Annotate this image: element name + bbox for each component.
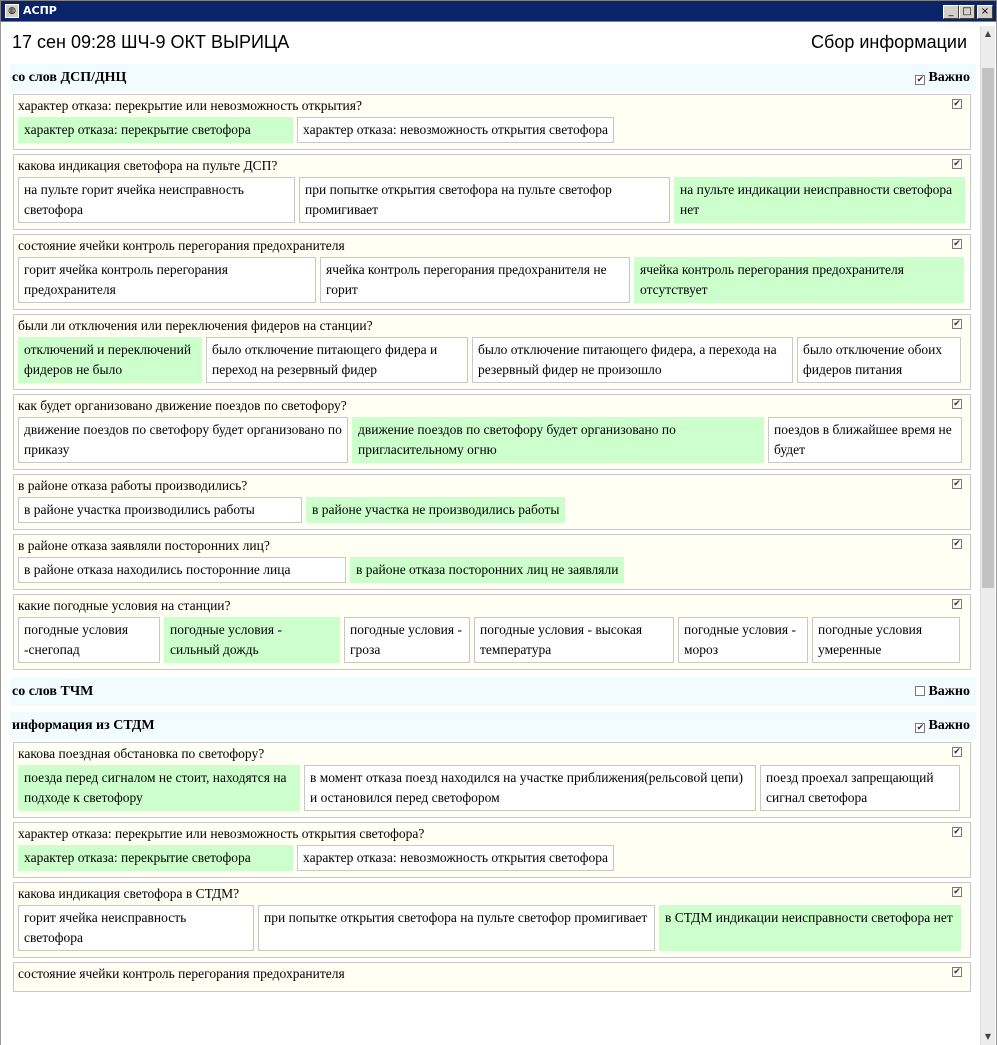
question-block: [13, 474, 971, 530]
question-checkbox[interactable]: ✔: [953, 399, 961, 409]
scroll-down-icon[interactable]: ▼: [984, 1032, 992, 1041]
answer-option[interactable]: отключений и переключений фидеров не было: [18, 337, 202, 383]
answer-option[interactable]: в районе участка производились работы: [18, 497, 302, 523]
important-toggle[interactable]: [915, 718, 970, 734]
answer-options: [18, 177, 966, 223]
question-block: [13, 962, 971, 992]
important-label: Важно: [928, 718, 970, 733]
answer-option[interactable]: в момент отказа поезд находился на участке приближения(рельсовой цепи) и остановился перед светофором: [304, 765, 756, 811]
answer-option[interactable]: было отключение питающего фидера, а перехода на резервный фидер не произошло: [472, 337, 793, 383]
answer-option[interactable]: движение поездов по светофору будет организовано по приказу: [18, 417, 348, 463]
form-content: [10, 64, 976, 1045]
question-checkbox[interactable]: ✔: [953, 479, 961, 489]
answer-option[interactable]: поездов в ближайшее время не будет: [768, 417, 962, 463]
question-label: как будет организовано движение поездов по светофору?: [18, 398, 347, 413]
answer-option[interactable]: погодные условия умеренные: [812, 617, 960, 663]
answer-option[interactable]: поезд проехал запрещающий сигнал светофора: [760, 765, 960, 811]
question-label: какова поездная обстановка по светофору?: [18, 746, 265, 761]
important-toggle[interactable]: [915, 70, 970, 86]
important-label: Важно: [928, 684, 970, 699]
answer-option[interactable]: при попытке открытия светофора на пульте светофор промигивает: [299, 177, 670, 223]
question-block: [13, 534, 971, 590]
answer-options: [18, 337, 966, 383]
important-toggle[interactable]: [915, 684, 970, 700]
answer-option[interactable]: характер отказа: перекрытие светофора: [18, 117, 293, 143]
answer-options: [18, 117, 966, 143]
question-label: какова индикация светофора в СТДМ?: [18, 886, 240, 901]
scroll-thumb[interactable]: [982, 68, 994, 588]
answer-option[interactable]: было отключение питающего фидера и переход на резервный фидер: [206, 337, 468, 383]
vertical-scrollbar[interactable]: [980, 26, 995, 1045]
scroll-up-icon[interactable]: ▲: [984, 29, 992, 38]
header-status: 17 сен 09:28 ШЧ-9 ОКТ ВЫРИЦА: [12, 32, 290, 52]
answer-option[interactable]: поезда перед сигналом не стоит, находятся на подходе к светофору: [18, 765, 300, 811]
minimize-button[interactable]: _: [943, 5, 959, 19]
answer-option[interactable]: ячейка контроль перегорания предохранителя отсутствует: [634, 257, 964, 303]
answer-options: [18, 497, 966, 523]
app-icon: ◍: [5, 4, 19, 18]
question-checkbox[interactable]: ✔: [953, 239, 961, 249]
question-label: характер отказа: перекрытие или невозможность открытия светофора?: [18, 826, 425, 841]
answer-options: [18, 257, 966, 303]
question-label: состояние ячейки контроль перегорания предохранителя: [18, 966, 345, 981]
answer-options: [18, 845, 966, 871]
question-block: [13, 882, 971, 958]
question-label: в районе отказа заявляли посторонних лиц?: [18, 538, 270, 553]
answer-option[interactable]: ячейка контроль перегорания предохранителя не горит: [320, 257, 630, 303]
answer-option[interactable]: погодные условия - гроза: [344, 617, 470, 663]
page-header: [12, 30, 967, 56]
window-title: АСПР: [23, 4, 57, 17]
answer-option[interactable]: погодные условия - высокая температура: [474, 617, 674, 663]
question-checkbox[interactable]: ✔: [953, 827, 961, 837]
answer-option[interactable]: в СТДМ индикации неисправности светофора нет: [659, 905, 961, 951]
answer-option[interactable]: при попытке открытия светофора на пульте светофор промигивает: [258, 905, 655, 951]
title-bar: [0, 0, 997, 22]
answer-option[interactable]: горит ячейка контроль перегорания предохранителя: [18, 257, 316, 303]
answer-option[interactable]: погодные условия -снегопад: [18, 617, 160, 663]
question-block: [13, 394, 971, 470]
answer-option[interactable]: погодные условия - мороз: [678, 617, 808, 663]
close-button[interactable]: ×: [977, 5, 993, 19]
answer-option[interactable]: движение поездов по светофору будет организовано по пригласительному огню: [352, 417, 764, 463]
answer-options: [18, 905, 966, 951]
question-block: [13, 742, 971, 818]
group-title: со слов ТЧМ: [12, 684, 94, 699]
answer-option[interactable]: характер отказа: невозможность открытия светофора: [297, 117, 614, 143]
question-label: какова индикация светофора на пульте ДСП?: [18, 158, 278, 173]
question-checkbox[interactable]: ✔: [953, 319, 961, 329]
question-label: состояние ячейки контроль перегорания предохранителя: [18, 238, 345, 253]
answer-option[interactable]: погодные условия - сильный дождь: [164, 617, 340, 663]
answer-options: [18, 417, 966, 463]
question-block: [13, 94, 971, 150]
question-checkbox[interactable]: ✔: [953, 747, 961, 757]
important-label: Важно: [928, 70, 970, 85]
answer-options: [18, 765, 966, 811]
question-block: [13, 822, 971, 878]
question-block: [13, 234, 971, 310]
answer-options: [18, 557, 966, 583]
question-checkbox[interactable]: ✔: [953, 99, 961, 109]
question-block: [13, 154, 971, 230]
answer-option[interactable]: горит ячейка неисправность светофора: [18, 905, 254, 951]
question-label: были ли отключения или переключения фидеров на станции?: [18, 318, 373, 333]
group-header: [10, 64, 976, 92]
question-block: [13, 594, 971, 670]
answer-option[interactable]: на пульте горит ячейка неисправность светофора: [18, 177, 295, 223]
answer-option[interactable]: было отключение обоих фидеров питания: [797, 337, 961, 383]
answer-option[interactable]: в районе отказа находились посторонние лица: [18, 557, 346, 583]
important-checkbox[interactable]: [915, 686, 925, 696]
question-checkbox[interactable]: ✔: [953, 967, 961, 977]
answer-option[interactable]: в районе участка не производились работы: [306, 497, 565, 523]
question-checkbox[interactable]: ✔: [953, 599, 961, 609]
group-header: [10, 712, 976, 740]
question-block: [13, 314, 971, 390]
question-label: характер отказа: перекрытие или невозможность открытия?: [18, 98, 362, 113]
group-header: [10, 678, 976, 706]
answer-option[interactable]: на пульте индикации неисправности светофора нет: [674, 177, 965, 223]
important-checkbox[interactable]: ✔: [916, 75, 925, 85]
group-title: информация из СТДМ: [12, 718, 155, 733]
question-checkbox[interactable]: ✔: [953, 887, 961, 897]
question-checkbox[interactable]: ✔: [953, 159, 961, 169]
group-title: со слов ДСП/ДНЦ: [12, 70, 127, 85]
answer-option[interactable]: в районе отказа посторонних лиц не заявляли: [350, 557, 624, 583]
maximize-button[interactable]: □: [959, 5, 975, 19]
answer-option[interactable]: характер отказа: перекрытие светофора: [18, 845, 293, 871]
page-title: Сбор информации: [811, 32, 967, 52]
question-label: какие погодные условия на станции?: [18, 598, 231, 613]
answer-options: [18, 617, 966, 663]
answer-option[interactable]: характер отказа: невозможность открытия светофора: [297, 845, 614, 871]
question-checkbox[interactable]: ✔: [953, 539, 961, 549]
question-label: в районе отказа работы производились?: [18, 478, 248, 493]
important-checkbox[interactable]: ✔: [916, 723, 925, 733]
